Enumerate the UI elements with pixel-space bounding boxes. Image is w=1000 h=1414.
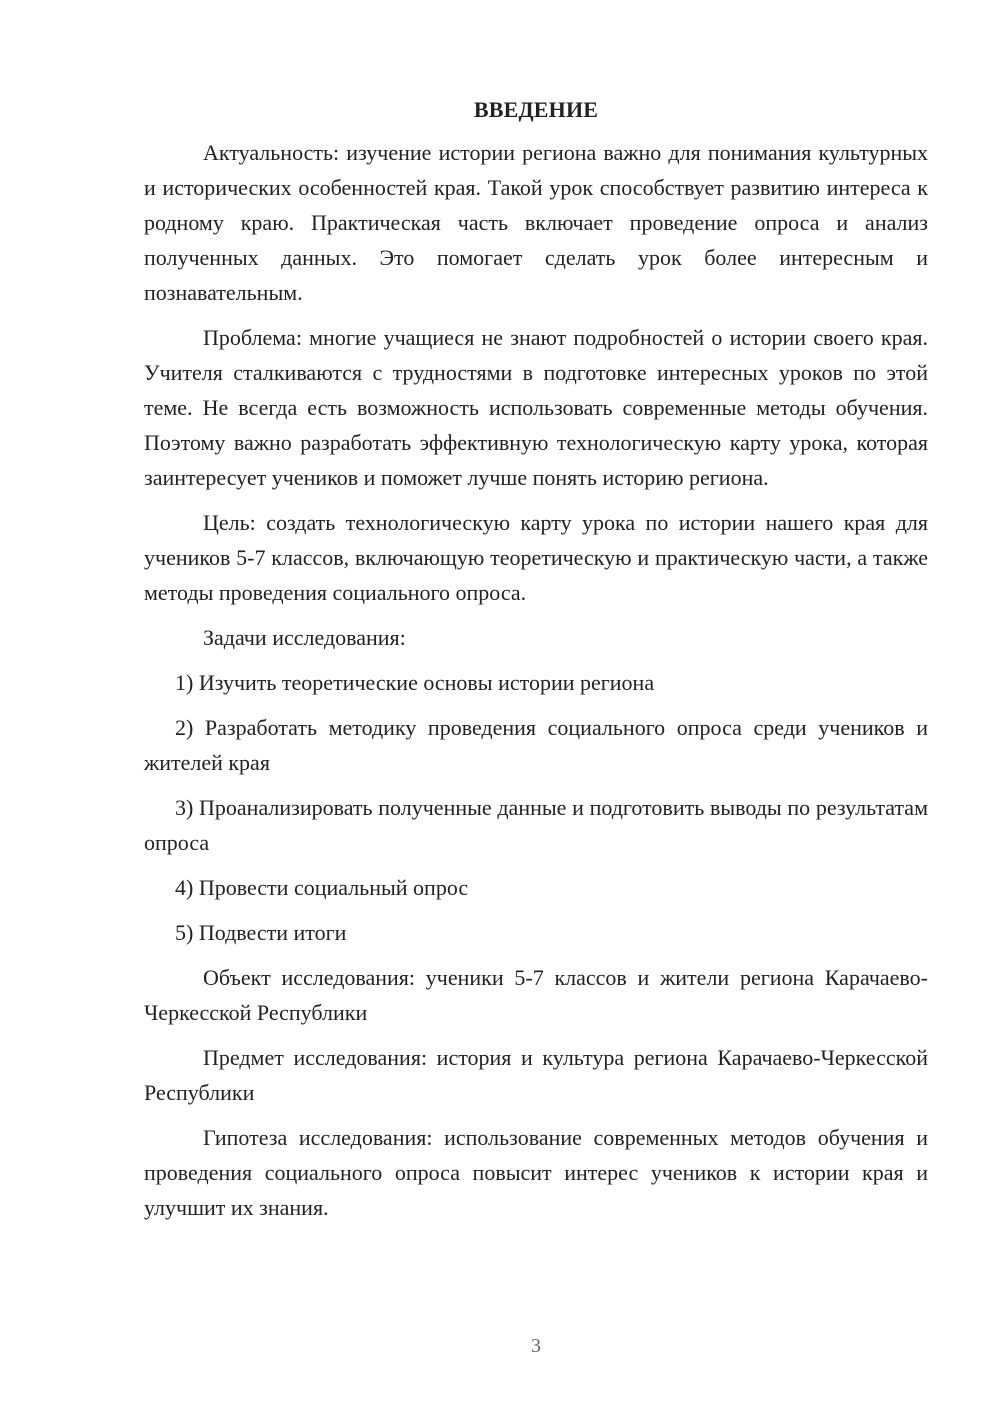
paragraph-object: Объект исследования: ученики 5-7 классов и жители региона Карачаево-Черкесской Республики — [144, 965, 928, 1025]
paragraph-hypothesis: Гипотеза исследования: использование современных методов обучения и проведения социального опроса повысит интерес учеников к истории края и улучшит их знания. — [144, 1125, 928, 1220]
list-item: 3) Проанализировать полученные данные и подготовить выводы по результатам опроса — [144, 795, 928, 855]
tasks-list — [144, 665, 928, 950]
paragraph-subject: Предмет исследования: история и культура региона Карачаево-Черкесской Республики — [144, 1045, 928, 1105]
paragraph-actuality: Актуальность: изучение истории региона важно для понимания культурных и исторических особенностей края. Такой урок способствует развитию интереса к родному краю. Практическая часть включает проведение опроса и анализ полученных данных. Это помогает сделать урок более интересным и познавательным. — [144, 140, 928, 305]
list-item: 5) Подвести итоги — [175, 920, 347, 945]
list-item: 2) Разработать методику проведения социального опроса среди учеников и жителей края — [144, 715, 928, 775]
list-item: 4) Провести социальный опрос — [175, 875, 469, 900]
page-title: ВВЕДЕНИЕ — [473, 97, 599, 122]
paragraph-problem: Проблема: многие учащиеся не знают подробностей о истории своего края. Учителя сталкиваются с трудностями в подготовке интересных уроков по этой теме. Не всегда есть возможность использовать современные методы обучения. Поэтому важно разработать эффективную технологическую карту урока, которая заинтересует учеников и поможет лучше понять историю региона. — [144, 325, 928, 490]
page-number: 3 — [531, 1335, 541, 1357]
list-item: 1) Изучить теоретические основы истории региона — [175, 670, 655, 695]
tasks-title: Задачи исследования: — [203, 625, 406, 650]
page-content — [144, 94, 928, 1235]
paragraph-goal: Цель: создать технологическую карту урока по истории нашего края для учеников 5-7 классов, включающую теоретическую и практическую части, а также методы проведения социального опроса. — [144, 510, 928, 605]
